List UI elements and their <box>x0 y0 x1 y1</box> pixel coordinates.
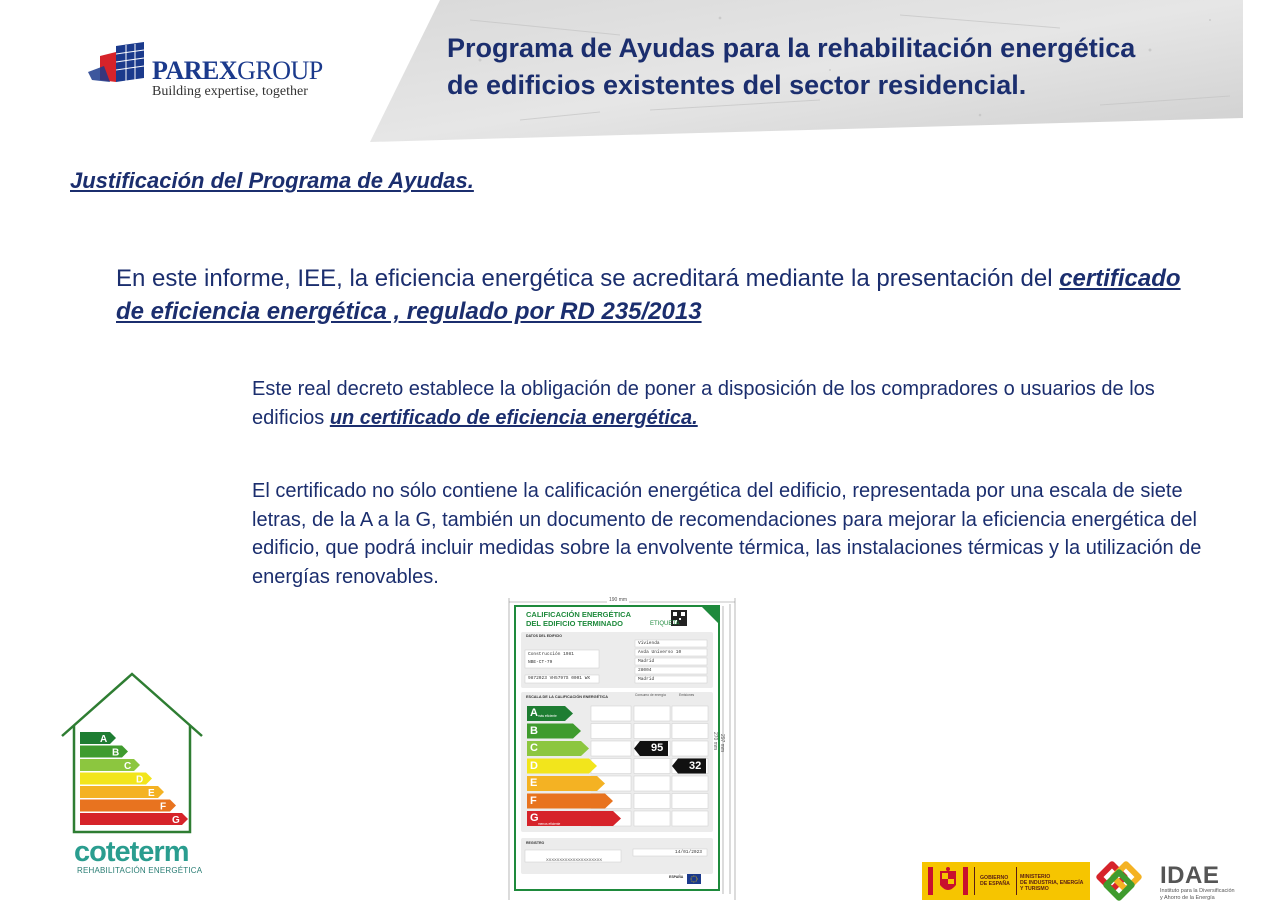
cote-scale-letter-b: B <box>112 747 120 759</box>
menos-eficiente-label: menos eficiente <box>538 822 561 826</box>
page-title <box>447 30 1237 104</box>
datos-value-4: Madrid <box>638 677 655 682</box>
datos-value-0: Vivienda <box>638 641 660 646</box>
ministry-line-2: DE INDUSTRIA, ENERGÍA <box>1020 880 1084 886</box>
page-title-line-1: Programa de Ayudas para la rehabilitación energética <box>447 33 1136 63</box>
ministry-line-1: MINISTERIO <box>1020 874 1051 880</box>
cote-scale-bar-a <box>80 732 116 744</box>
parex-wordmark: PAREXGROUP <box>152 56 323 85</box>
paragraph-certificado: El certificado no sólo contiene la calificación energética del edificio, representada por una escala de siete letras, de la A a la G, también un documento de recomendaciones para mejorar la eficiencia energética del edificio, que podrá incluir medidas sobre la envolvente térmica, las instalaciones térmicas y la utilización de energías renovables. <box>252 480 1202 588</box>
idae-subtitle: Instituto para la Diversificación y Ahorro de la Energía <box>1160 888 1235 901</box>
certificate-height-label: 297 mm <box>719 734 725 753</box>
house-energy-scale-icon <box>58 670 208 835</box>
certificate-letter-c: C <box>530 742 538 754</box>
datos-value-3: 28004 <box>638 668 652 673</box>
intro-paragraph <box>116 262 1196 328</box>
paragraph-1-text: Este real decreto establece la obligación de poner a disposición de los compradores o usuarios de los edificios <box>252 378 1155 429</box>
energy-certificate-label <box>503 594 741 900</box>
datos-value-2: Madrid <box>638 659 655 664</box>
certificate-drawing <box>503 594 741 900</box>
ministry-line-3: Y TURISMO <box>1020 886 1049 892</box>
certificate-title-line-1: CALIFICACIÓN ENERGÉTICA <box>526 610 631 619</box>
gov-line-1: GOBIERNO <box>980 875 1009 881</box>
emisiones-value: 32 <box>689 760 702 772</box>
construccion-line-2: NBE-CT-79 <box>528 660 553 665</box>
gobierno-de-espana-logo <box>922 862 1090 900</box>
referencia-catastral: 9872023 VH5797S 0001 WX <box>528 676 591 681</box>
coteterm-name: coteterm <box>74 836 189 868</box>
registro-header: REGISTRO <box>526 841 545 845</box>
certificate-letter-f: F <box>530 794 537 807</box>
datos-value-1: Avda Universo 10 <box>638 650 682 655</box>
cote-scale-letter-a: A <box>100 734 108 745</box>
idae-logo <box>1093 860 1243 904</box>
intro-text: En este informe, IEE, la eficiencia energética se acreditará mediante la presentación del <box>116 265 1060 292</box>
idae-knot-icon <box>1093 860 1155 904</box>
cote-scale-letter-g: G <box>172 815 180 826</box>
gov-line-2: DE ESPAÑA <box>980 881 1010 887</box>
paragraph-1-emphasis: un certificado de eficiencia energética. <box>329 407 698 429</box>
cote-scale-letter-c: C <box>124 761 132 772</box>
parex-group-logo <box>86 40 346 102</box>
certificate-datos-header: DATOS DEL EDIFICIO <box>526 634 562 638</box>
escala-header: ESCALA DE LA CALIFICACIÓN ENERGÉTICA <box>526 695 608 699</box>
consumo-header: Consumo de energía <box>635 693 666 697</box>
construccion-line-1: Construcción 1981 <box>528 652 574 657</box>
coteterm-logo <box>58 670 208 880</box>
certificate-letter-g: G <box>530 812 539 824</box>
cote-scale-letter-d: D <box>136 774 144 786</box>
spain-coat-of-arms-icon <box>926 865 970 897</box>
certificate-arrow-f <box>527 794 613 809</box>
certificate-letter-d: D <box>530 759 538 772</box>
certificate-letter-b: B <box>530 724 538 737</box>
cote-scale-letter-f: F <box>160 801 167 813</box>
certificate-etiqueta: ETIQUETA <box>650 621 680 627</box>
cote-scale-bar-b <box>80 746 128 758</box>
cote-scale-letter-e: E <box>148 788 155 799</box>
certificate-width-label: 190 mm <box>609 597 628 603</box>
page-title-line-2: de edificios existentes del sector residencial. <box>447 70 1027 100</box>
registro-code: XXXXXXXXXXXXXXXXXXXXX <box>546 857 603 862</box>
idae-name: IDAE <box>1160 862 1220 889</box>
coteterm-subtitle: REHABILITACIÓN ENERGÉTICA <box>77 866 203 875</box>
parex-tagline: Building expertise, together <box>152 84 308 99</box>
certificate-letter-a: A <box>530 707 538 719</box>
certificate-date: 14/01/2023 <box>675 850 703 855</box>
certificate-country: ESPAÑA <box>669 875 684 879</box>
parex-building-icon <box>86 42 148 86</box>
consumo-value: 95 <box>651 742 664 754</box>
emisiones-header: Emisiones <box>679 693 695 697</box>
certificate-title-line-2: DEL EDIFICIO TERMINADO <box>526 619 623 628</box>
paragraph-real-decreto <box>252 375 1212 433</box>
certificate-inner-height-label: 270 mm <box>712 732 718 751</box>
certificate-arrow-e <box>527 776 605 791</box>
certificate-letter-e: E <box>530 777 538 789</box>
intro-emphasis: certificado de eficiencia energética , regulado por RD 235/2013 <box>116 265 1181 325</box>
section-title: Justificación del Programa de Ayudas. <box>70 168 474 193</box>
mas-eficiente-label: más eficiente <box>538 714 557 718</box>
